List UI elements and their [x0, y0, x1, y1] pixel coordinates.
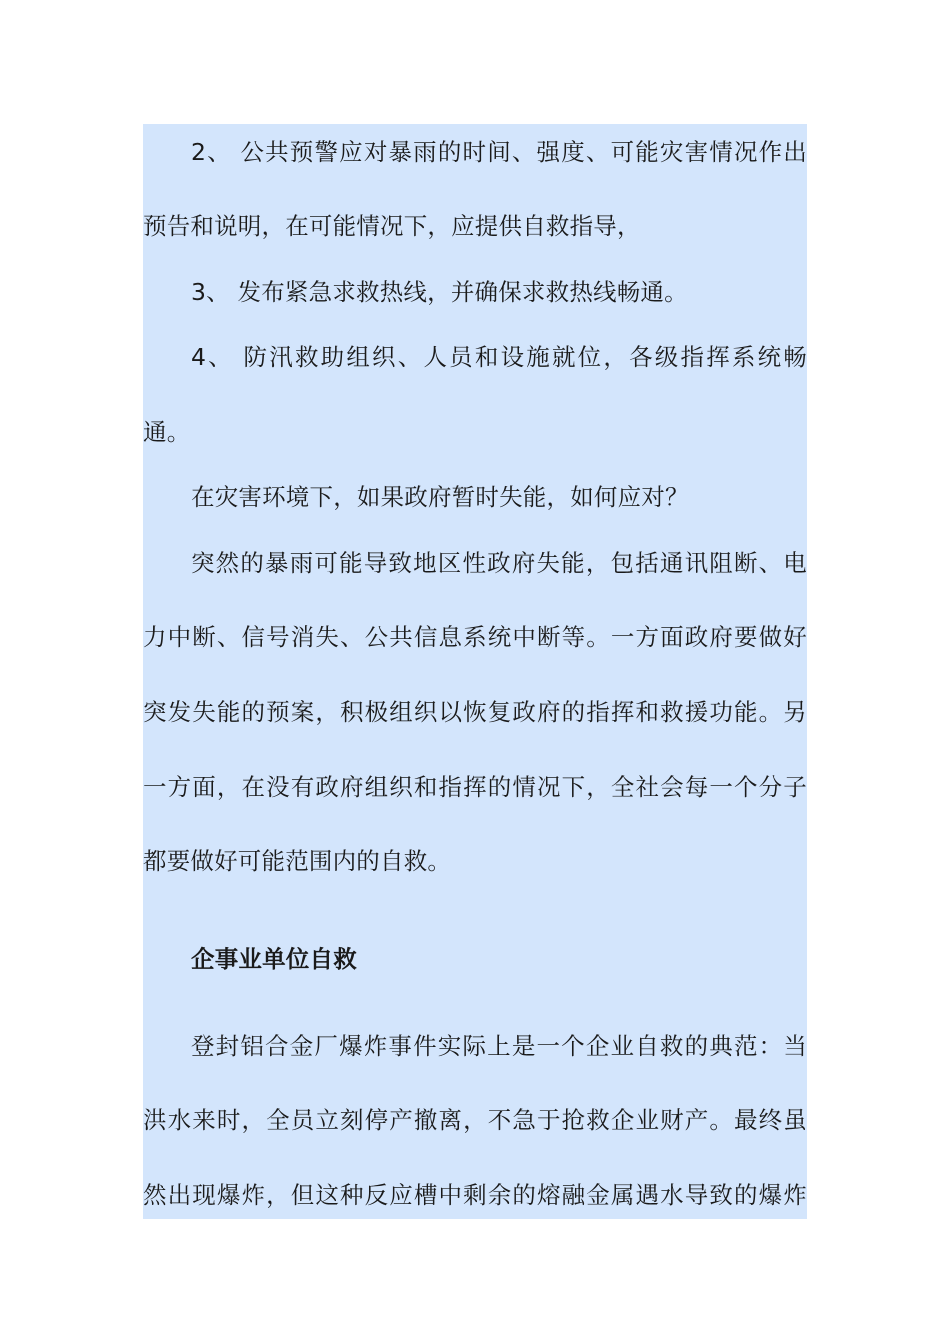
text-line: 2、 公共预警应对暴雨的时间、强度、可能灾害情况作出	[191, 138, 807, 166]
text-line: 一方面，在没有政府组织和指挥的情况下，全社会每一个分子	[143, 773, 807, 801]
text-line: 4、 防汛救助组织、人员和设施就位，各级指挥系统畅	[191, 343, 807, 371]
text-line: 通。	[143, 418, 191, 446]
text-line: 然出现爆炸，但这种反应槽中剩余的熔融金属遇水导致的爆炸	[143, 1181, 807, 1209]
text-line: 登封铝合金厂爆炸事件实际上是一个企业自救的典范：当	[191, 1032, 807, 1060]
text-line: 突然的暴雨可能导致地区性政府失能，包括通讯阻断、电	[191, 549, 807, 577]
section-heading: 企事业单位自救	[191, 945, 357, 973]
text-line: 预告和说明，在可能情况下，应提供自救指导，	[143, 212, 641, 240]
text-line: 3、 发布紧急求救热线，并确保求救热线畅通。	[191, 278, 688, 306]
text-line: 都要做好可能范围内的自救。	[143, 847, 452, 875]
text-line: 突发失能的预案，积极组织以恢复政府的指挥和救援功能。另	[143, 698, 807, 726]
text-line: 洪水来时，全员立刻停产撤离，不急于抢救企业财产。最终虽	[143, 1106, 807, 1134]
text-line: 在灾害环境下，如果政府暂时失能，如何应对？	[191, 483, 689, 511]
text-line: 力中断、信号消失、公共信息系统中断等。一方面政府要做好	[143, 623, 807, 651]
